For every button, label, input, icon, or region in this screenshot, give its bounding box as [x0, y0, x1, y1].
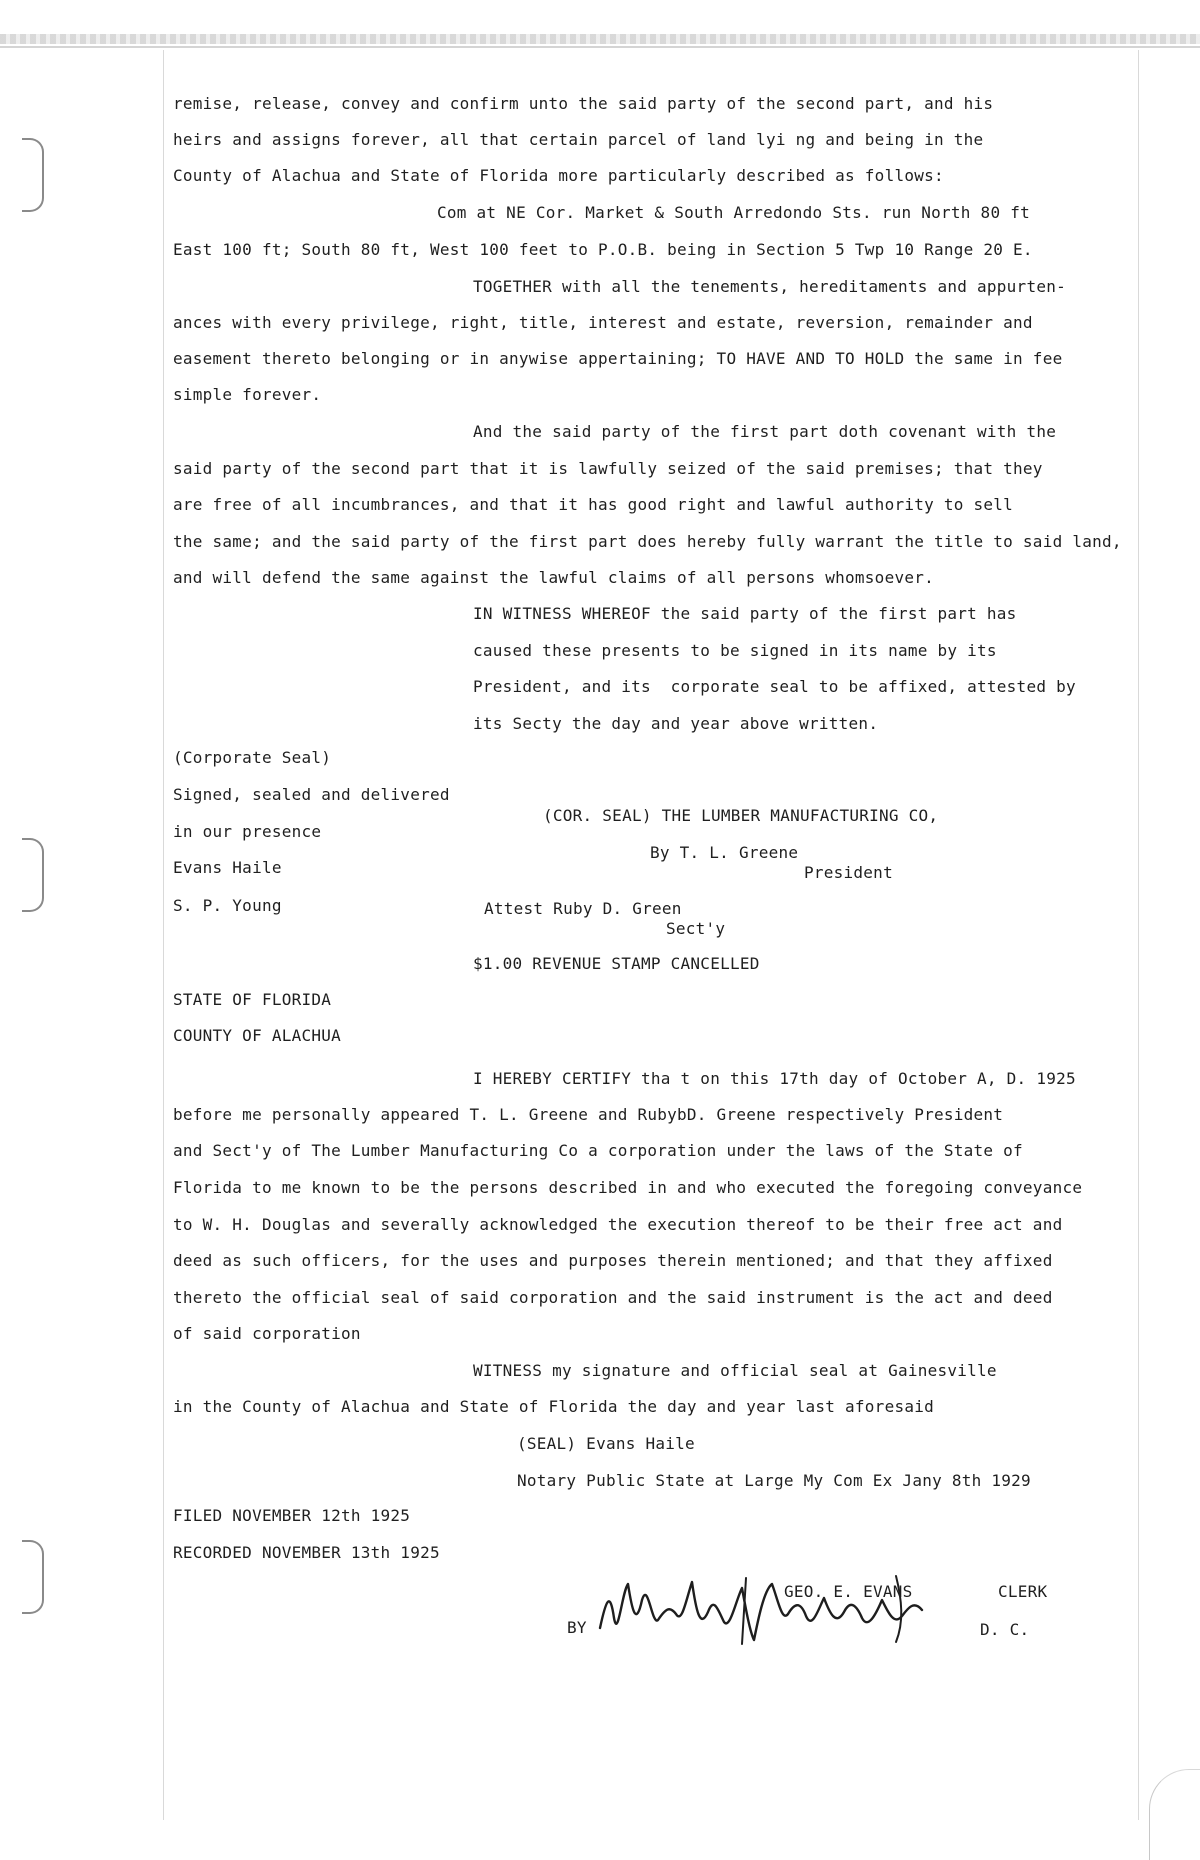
body-line: County of Alachua and State of Florida more particularly described as follows: — [173, 166, 944, 185]
body-line: ances with every privilege, right, title, interest and estate, reversion, remainder and — [173, 313, 1033, 332]
body-line: said party of the second part that it is lawfully seized of the said premises; that they — [173, 459, 1043, 478]
deputy-clerk-signature — [596, 1570, 936, 1650]
binder-hole-bottom — [22, 1540, 44, 1614]
by-label: BY — [567, 1618, 587, 1637]
witness-name: Evans Haile — [173, 858, 282, 877]
top-edge-line — [0, 46, 1200, 48]
clerk-title: CLERK — [998, 1582, 1048, 1601]
acknowledgment-line: deed as such officers, for the uses and purposes therein mentioned; and that they affixed — [173, 1251, 1053, 1270]
corporate-seal-label: (Corporate Seal) — [173, 748, 332, 767]
signature-scrawl-icon — [596, 1570, 936, 1650]
body-line: easement thereto belonging or in anywise appertaining; TO HAVE AND TO HOLD the same in fee — [173, 349, 1063, 368]
witness-name: S. P. Young — [173, 896, 282, 915]
body-line: IN WITNESS WHEREOF the said party of the first part has — [473, 604, 1017, 623]
revenue-stamp-line: $1.00 REVENUE STAMP CANCELLED — [473, 954, 760, 973]
binder-hole-top — [22, 138, 44, 212]
deputy-clerk-label: D. C. — [980, 1620, 1030, 1639]
acknowledgment-line: to W. H. Douglas and severally acknowledged the execution thereof to be their free act and — [173, 1215, 1063, 1234]
body-line: and will defend the same against the lawful claims of all persons whomsoever. — [173, 568, 934, 587]
body-line: heirs and assigns forever, all that certain parcel of land lyi ng and being in the — [173, 130, 984, 149]
body-line: And the said party of the first part doth covenant with the — [473, 422, 1057, 441]
county-heading: COUNTY OF ALACHUA — [173, 1026, 342, 1045]
company-line: (COR. SEAL) THE LUMBER MANUFACTURING CO, — [543, 806, 939, 825]
by-signer-line: By T. L. Greene — [650, 843, 799, 862]
acknowledgment-line: in the County of Alachua and State of Florida the day and year last aforesaid — [173, 1397, 934, 1416]
body-line: President, and its corporate seal to be affixed, attested by — [473, 677, 1076, 696]
acknowledgment-line: and Sect'y of The Lumber Manufacturing Co a corporation under the laws of the State of — [173, 1141, 1023, 1160]
right-margin-line — [1138, 50, 1139, 1820]
left-margin-line — [163, 50, 164, 1820]
presence-label: in our presence — [173, 822, 322, 841]
clerk-name: GEO. E. EVANS — [784, 1582, 913, 1601]
body-line: TOGETHER with all the tenements, hereditaments and appurten- — [473, 277, 1066, 296]
president-title: President — [804, 863, 893, 882]
notary-seal-line: (SEAL) Evans Haile — [517, 1434, 695, 1453]
body-line: caused these presents to be signed in its name by its — [473, 641, 997, 660]
state-heading: STATE OF FLORIDA — [173, 990, 332, 1009]
body-line: remise, release, convey and confirm unto the said party of the second part, and his — [173, 94, 994, 113]
attest-line: Attest Ruby D. Green — [484, 899, 682, 918]
acknowledgment-line: before me personally appeared T. L. Greene and RubybD. Greene respectively President — [173, 1105, 1004, 1124]
body-line: are free of all incumbrances, and that it has good right and lawful authority to sell — [173, 495, 1014, 514]
body-line: Com at NE Cor. Market & South Arredondo Sts. run North 80 ft — [437, 203, 1030, 222]
signed-label: Signed, sealed and delivered — [173, 785, 450, 804]
top-edge-rule — [0, 34, 1200, 44]
acknowledgment-line: I HEREBY CERTIFY tha t on this 17th day of October A, D. 1925 — [473, 1069, 1076, 1088]
filed-line: FILED NOVEMBER 12th 1925 — [173, 1506, 411, 1525]
recorded-line: RECORDED NOVEMBER 13th 1925 — [173, 1543, 440, 1562]
page-corner-curl — [1149, 1769, 1200, 1860]
notary-title-line: Notary Public State at Large My Com Ex Jany 8th 1929 — [517, 1471, 1031, 1490]
body-line: the same; and the said party of the first part does hereby fully warrant the title to said land, — [173, 532, 1122, 551]
acknowledgment-line: Florida to me known to be the persons described in and who executed the foregoing conveyance — [173, 1178, 1083, 1197]
acknowledgment-line: of said corporation — [173, 1324, 361, 1343]
acknowledgment-line: thereto the official seal of said corporation and the said instrument is the act and deed — [173, 1288, 1053, 1307]
body-line: its Secty the day and year above written. — [473, 714, 879, 733]
body-line: East 100 ft; South 80 ft, West 100 feet to P.O.B. being in Section 5 Twp 10 Range 20 E. — [173, 240, 1033, 259]
binder-hole-middle — [22, 838, 44, 912]
body-line: simple forever. — [173, 385, 322, 404]
acknowledgment-line: WITNESS my signature and official seal at Gainesville — [473, 1361, 997, 1380]
secty-title: Sect'y — [666, 919, 726, 938]
